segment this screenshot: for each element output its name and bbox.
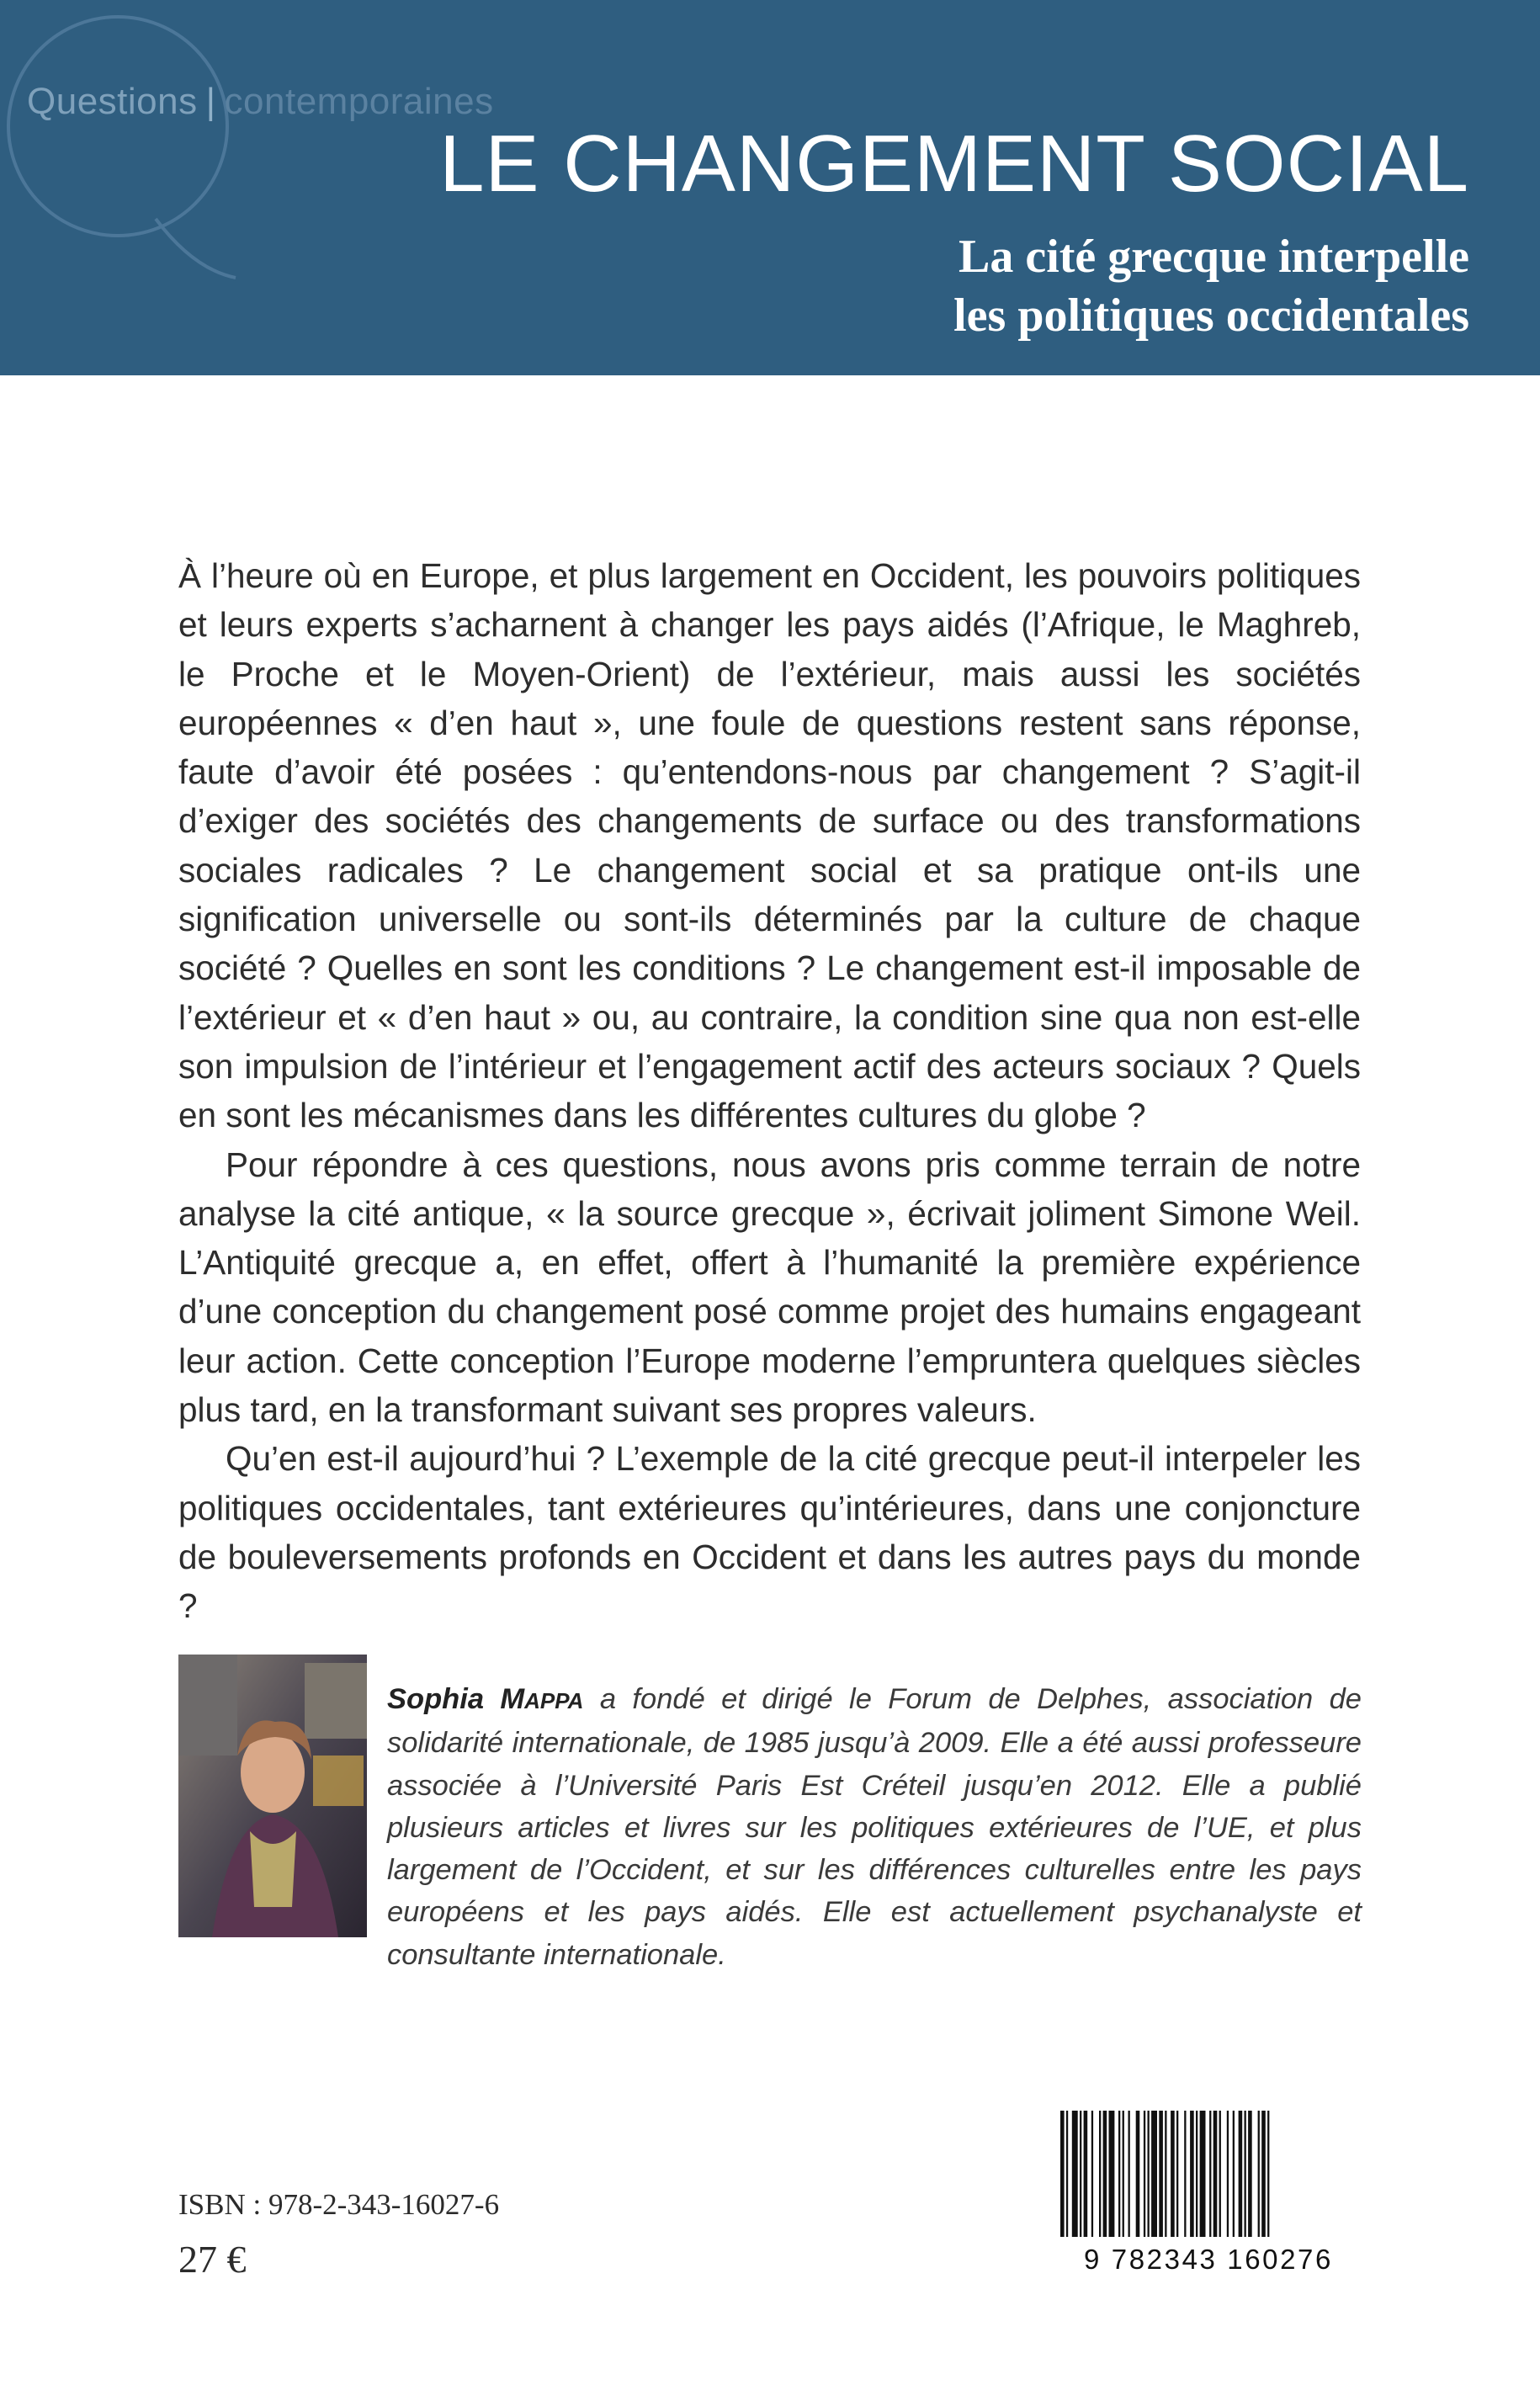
barcode-bars	[1049, 2111, 1367, 2245]
collection-separator: |	[205, 81, 216, 122]
summary-paragraph-2: Pour répondre à ces questions, nous avons pris comme terrain de notre analyse la cité antique, « la source grecque », écrivait joliment Simone Weil. L’Antiquité grecque a, en effet, offert à l’humanité la première expérience d’une conception du changement posé comme projet des humains engageant leur action. Cette conception l’Europe moderne l’empruntera quelques siècles plus tard, en la transformant suivant ses propres valeurs.	[178, 1145, 1361, 1430]
author-first-name: Sophia	[387, 1683, 485, 1715]
isbn: ISBN : 978-2-343-16027-6	[178, 2188, 500, 2221]
header-band	[0, 0, 1540, 375]
book-title: LE CHANGEMENT SOCIAL	[439, 119, 1469, 209]
subtitle-line-2: les politiques occidentales	[953, 289, 1469, 342]
summary-paragraph-1: À l’heure où en Europe, et plus largement en Occident, les pouvoirs politiques et leurs experts s’acharnent à changer les pays aidés (l’Afrique, le Maghreb, le Proche et le Moyen-Orient) de l’extérieur, mais aussi les sociétés européennes « d’en haut », une foule de questions restent sans réponse, faute d’avoir été posées : qu’entendons-nous par changement ? S’agit-il d’exiger des sociétés des changements de surface ou des transformations sociales radicales ? Le changement social et sa pratique ont-ils une signification universelle ou sont-ils déterminés par la culture de chaque société ? Quelles en sont les conditions ? Le changement est-il imposable de l’extérieur et « d’en haut » ou, au contraire, la condition sine qua non est-elle son impulsion de l’intérieur et l’engagement actif des acteurs sociaux ? Quels en sont les mécanismes dans les différentes cultures du globe ?	[178, 556, 1361, 1135]
author-last-name-rest: APPA	[524, 1688, 584, 1713]
summary-paragraph-3: Qu’en est-il aujourd’hui ? L’exemple de la cité grecque peut-il interpeler les politiques occidentales, tant extérieures qu’intérieures, dans une conjoncture de bouleversements profonds en Occident et dans les autres pays du monde ?	[178, 1439, 1361, 1626]
price: 27 €	[178, 2238, 247, 2281]
author-last-name-initial: M	[500, 1683, 525, 1715]
author-photo	[178, 1655, 367, 1937]
back-cover-summary	[178, 551, 1361, 1631]
author-bio-text: a fondé et dirigé le Forum de Delphes, association de solidarité internationale, de 1985 jusqu’à 2009. Elle a été aussi professeure associée à l’Université Paris Est Créteil jusqu’en 2012. Elle a publié plusieurs articles et livres sur les politiques extérieures de l’UE, et plus largement de l’Occident, et sur les différences culturelles entre les pays européens et les pays aidés. Elle est actuellement psychanalyste et consultante internationale.	[387, 1683, 1362, 1971]
author-bio	[387, 1678, 1362, 1976]
barcode-digits: 9 782343 160276	[1084, 2244, 1333, 2275]
collection-q-logo	[0, 0, 278, 286]
collection-name	[27, 81, 494, 123]
collection-word-2: contemporaines	[224, 81, 494, 122]
subtitle-line-1: La cité grecque interpelle	[958, 231, 1469, 283]
book-subtitle	[953, 227, 1469, 345]
collection-word-1: Questions	[27, 81, 198, 122]
author-name	[387, 1683, 583, 1715]
